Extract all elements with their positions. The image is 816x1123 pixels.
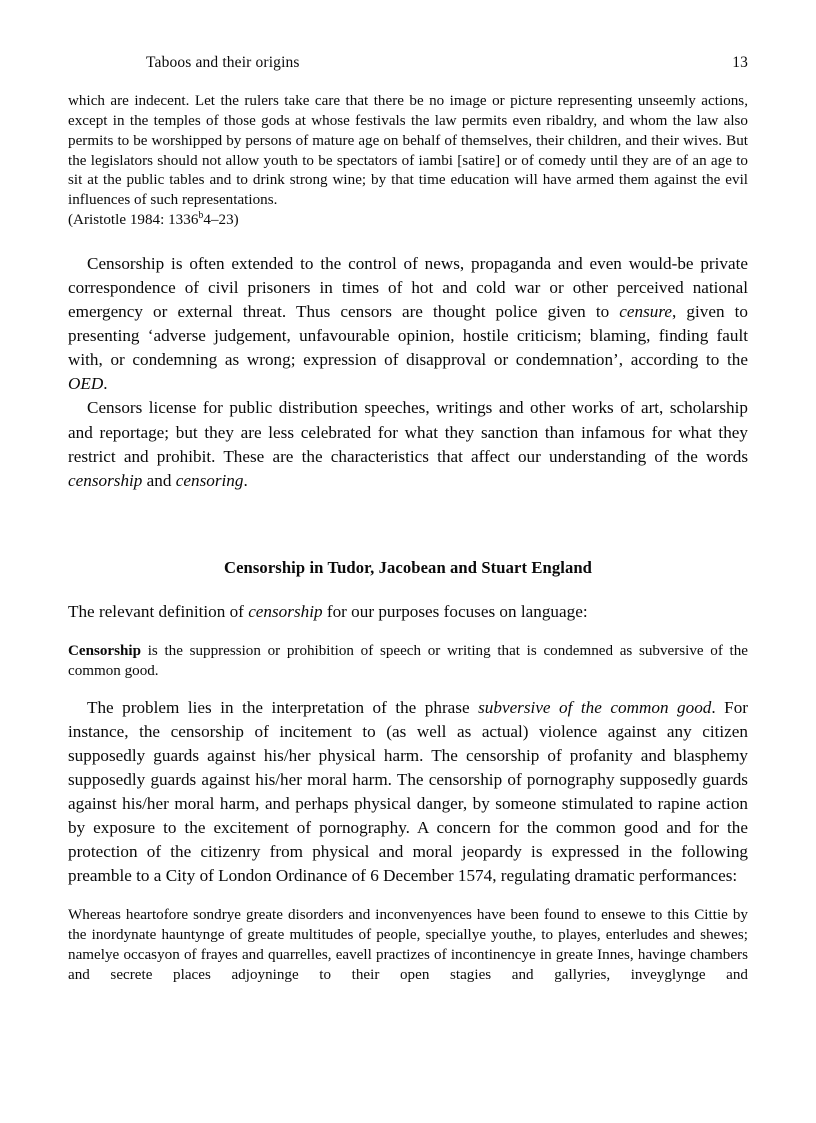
citation-close: 4–23) [203, 212, 239, 229]
definition-term: Censorship [68, 642, 141, 659]
citation-open: (Aristotle 1984: 1336 [68, 212, 199, 229]
definition-block [68, 642, 748, 682]
blockquote-london-ordinance-text: Whereas heartofore sondrye greate disorders and inconvenyences have been found to ensewe to this Cittie by the inordynate hauntynge of greate multitudes of people, speciallye youthe, to playes, enterludes and shewes; namelye occasyon of frayes and quarrelles, eavell practizes of incontinencye in greate Innes, havinge chambers and secrete places adjoyninge to their open stagies and gallyries, inveyglynge and [68, 907, 748, 983]
blockquote-aristotle-citation [68, 211, 748, 231]
italic-term-censoring: censoring [175, 470, 244, 490]
running-head [68, 54, 748, 76]
italic-phrase-subversive-common-good: subversive of the common good [478, 697, 712, 717]
italic-term-censorship: censorship [68, 470, 143, 490]
paragraph-text-segment: Censors license for public distribution speeches, writings and other works of art, scholarship and reportage; but they are less celebrated for what they sanction than infamous for what they restrict and prohibit. These are the characteristics that affect our understanding of the words [68, 398, 748, 466]
paragraph-censors-license [68, 396, 748, 492]
paragraph-text-segment: and [142, 470, 176, 490]
blockquote-london-ordinance [68, 906, 748, 985]
running-head-title: Taboos and their origins [146, 54, 300, 71]
paragraph-text-segment: The relevant definition of [68, 601, 249, 621]
blockquote-aristotle [68, 92, 748, 211]
paragraph-text-segment: Censorship is often extended to the control of news, propaganda and even would-be private correspondence of civil prisoners in times of hot and cold war or other perceived national emergency or external threat. Thus censors are thought police given to [68, 253, 748, 322]
spacer [68, 682, 748, 696]
blockquote-aristotle-text: which are indecent. Let the rulers take care that there be no image or picture representing unseemly actions, except in the temples of those gods at whose festivals the law permits even ribaldry, and whom the law also permits to be worshipped by persons of mature age on behalf of themselves, their children, and their wives. But the legislators should not allow youth to be spectators of iambi [satire] or of comedy until they are of an age to sit at the public tables and to drink strong wine; by that time education will have armed them against the evil influences of such representations. [68, 93, 748, 209]
paragraph-problem-lies [68, 696, 748, 889]
paragraph-text-segment: , given to presenting ‘adverse judgement, unfavourable opinion, hostile criticism; blaming, finding fault with, or condemning as wrong; expression of disapproval or condemnation’, according to the [68, 302, 749, 370]
spacer [68, 231, 748, 252]
italic-term-censorship-def: censorship [248, 601, 323, 621]
paragraph-text-segment: . [103, 374, 108, 394]
paragraph-text-segment: . For instance, the censorship of incitement to (as well as actual) violence against any citizen supposedly guards against his/her physical harm. The censorship of profanity and blasphemy supposedly guards against his/her moral harm. The censorship of pornography supposedly guards against his/her moral harm, and perhaps physical danger, by someone stimulated to rapine action by exposure to the excitement of pornography. A concern for the common good and for the protection of the citizenry from physical and moral jeopardy is expressed in the following preamble to a City of London Ordinance of 6 December 1574, regulating dramatic performances: [68, 697, 748, 886]
paragraph-relevant-definition [68, 600, 748, 624]
definition-text: is the suppression or prohibition of speech or writing that is condemned as subversive of the common good. [68, 642, 748, 679]
text-column [68, 92, 748, 986]
paragraph-text-segment: The problem lies in the interpretation of the phrase [87, 697, 479, 717]
paragraph-text-segment: . [243, 470, 248, 490]
italic-term-censure: censure [619, 302, 673, 322]
paragraph-text-segment: for our purposes focuses on language: [322, 601, 588, 621]
page-number: 13 [732, 54, 748, 71]
spacer [68, 624, 748, 642]
italic-term-oed: OED [68, 374, 104, 394]
paragraph-censorship-extended [68, 252, 748, 397]
spacer [68, 888, 748, 906]
spacer [68, 578, 748, 600]
citation-superscript: b [198, 210, 204, 222]
section-heading: Censorship in Tudor, Jacobean and Stuart England [224, 557, 592, 577]
spacer [68, 493, 748, 558]
